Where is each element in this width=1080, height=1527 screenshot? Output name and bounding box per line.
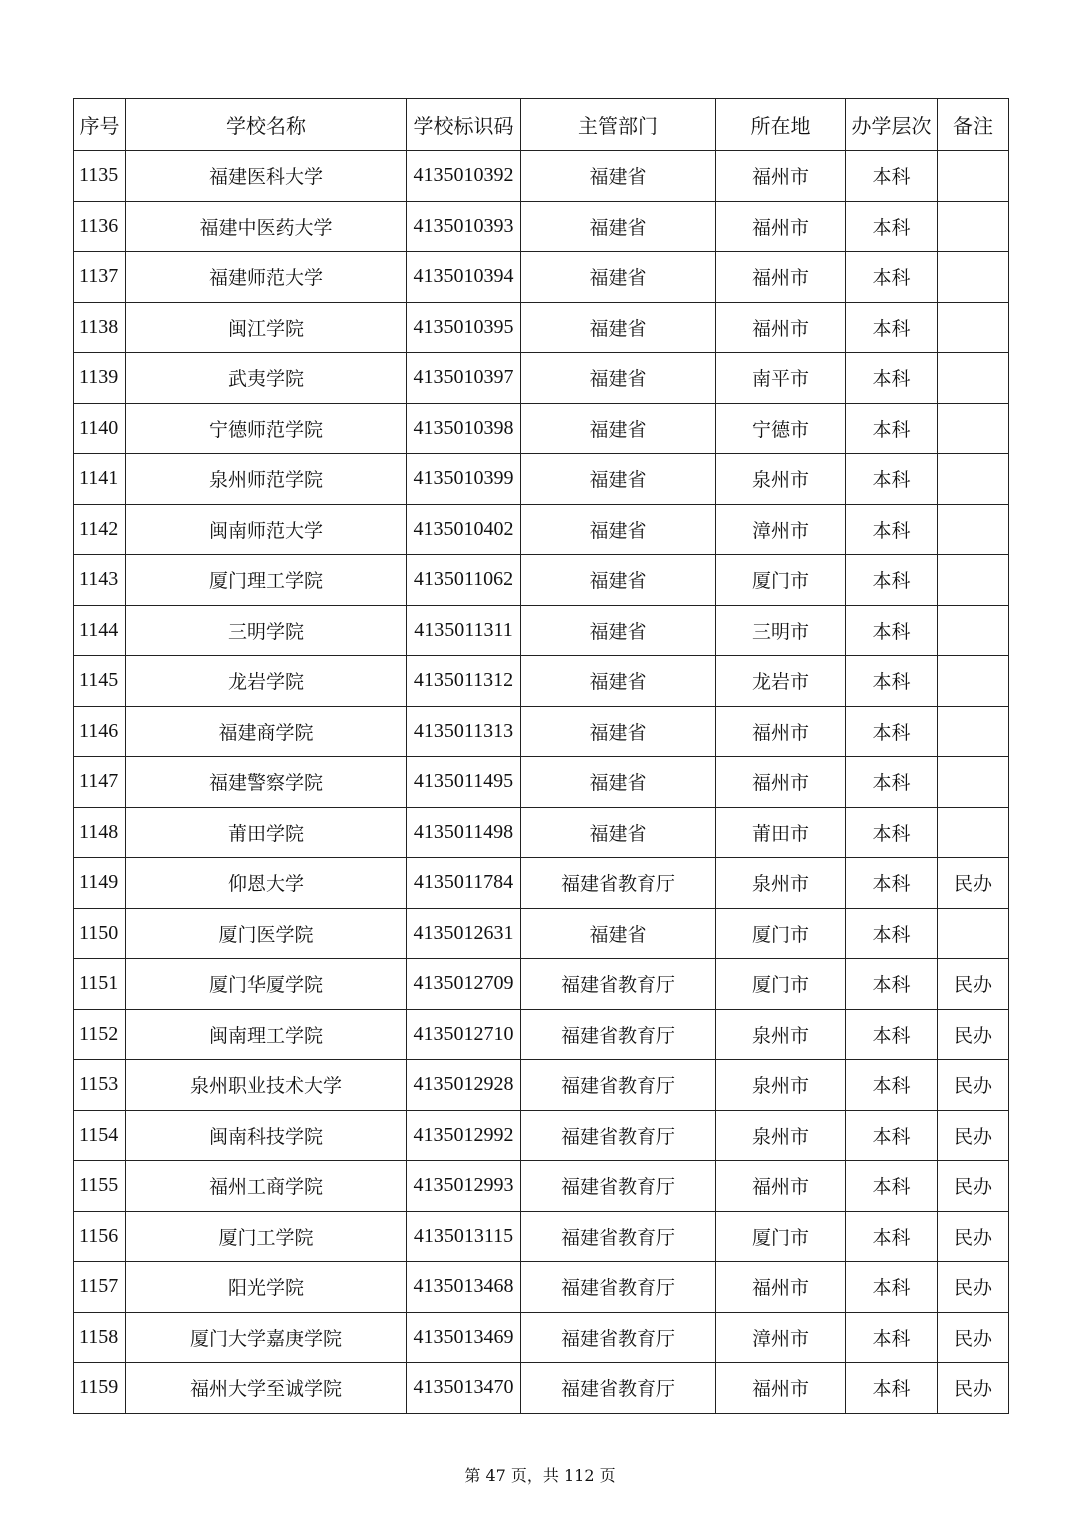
cell-seq: 1150 (74, 908, 126, 959)
header-location: 所在地 (716, 99, 846, 151)
cell-school-code: 4135012993 (407, 1161, 521, 1212)
cell-level: 本科 (846, 959, 938, 1010)
cell-location: 福州市 (716, 1161, 846, 1212)
table-row (74, 252, 1009, 303)
cell-school-code: 4135011495 (407, 757, 521, 808)
cell-school-code: 4135011498 (407, 807, 521, 858)
table-row (74, 858, 1009, 909)
cell-school-code: 4135010394 (407, 252, 521, 303)
cell-seq: 1148 (74, 807, 126, 858)
cell-seq: 1155 (74, 1161, 126, 1212)
cell-seq: 1159 (74, 1363, 126, 1414)
school-list-table (73, 98, 1009, 1414)
table-row (74, 504, 1009, 555)
cell-level: 本科 (846, 151, 938, 202)
cell-location: 福州市 (716, 252, 846, 303)
cell-school-code: 4135013470 (407, 1363, 521, 1414)
cell-location: 泉州市 (716, 1110, 846, 1161)
cell-school-name: 厦门大学嘉庚学院 (126, 1312, 407, 1363)
table-row (74, 1161, 1009, 1212)
cell-school-code: 4135013469 (407, 1312, 521, 1363)
cell-level: 本科 (846, 656, 938, 707)
cell-level: 本科 (846, 1009, 938, 1060)
cell-department: 福建省 (521, 302, 716, 353)
cell-level: 本科 (846, 201, 938, 252)
cell-school-code: 4135010392 (407, 151, 521, 202)
cell-school-name: 仰恩大学 (126, 858, 407, 909)
cell-location: 福州市 (716, 201, 846, 252)
cell-remark (938, 151, 1009, 202)
cell-location: 福州市 (716, 1262, 846, 1313)
cell-school-code: 4135012710 (407, 1009, 521, 1060)
cell-seq: 1147 (74, 757, 126, 808)
cell-remark (938, 706, 1009, 757)
cell-remark (938, 656, 1009, 707)
cell-level: 本科 (846, 1060, 938, 1111)
cell-remark: 民办 (938, 1060, 1009, 1111)
cell-department: 福建省 (521, 706, 716, 757)
cell-school-code: 4135013115 (407, 1211, 521, 1262)
cell-school-name: 闽江学院 (126, 302, 407, 353)
cell-school-name: 福建商学院 (126, 706, 407, 757)
cell-level: 本科 (846, 454, 938, 505)
cell-seq: 1156 (74, 1211, 126, 1262)
cell-department: 福建省 (521, 605, 716, 656)
cell-school-code: 4135010395 (407, 302, 521, 353)
cell-school-name: 泉州职业技术大学 (126, 1060, 407, 1111)
table-row (74, 605, 1009, 656)
cell-location: 漳州市 (716, 504, 846, 555)
table-row (74, 1009, 1009, 1060)
cell-school-code: 4135011313 (407, 706, 521, 757)
cell-level: 本科 (846, 302, 938, 353)
cell-seq: 1151 (74, 959, 126, 1010)
cell-seq: 1137 (74, 252, 126, 303)
cell-department: 福建省 (521, 454, 716, 505)
cell-location: 龙岩市 (716, 656, 846, 707)
cell-school-code: 4135012992 (407, 1110, 521, 1161)
cell-seq: 1154 (74, 1110, 126, 1161)
cell-location: 三明市 (716, 605, 846, 656)
cell-department: 福建省 (521, 353, 716, 404)
table-row (74, 1060, 1009, 1111)
cell-location: 漳州市 (716, 1312, 846, 1363)
cell-remark (938, 403, 1009, 454)
table-row (74, 1262, 1009, 1313)
cell-school-name: 福州大学至诚学院 (126, 1363, 407, 1414)
cell-level: 本科 (846, 1110, 938, 1161)
cell-school-name: 闽南师范大学 (126, 504, 407, 555)
cell-location: 福州市 (716, 1363, 846, 1414)
cell-department: 福建省教育厅 (521, 1161, 716, 1212)
cell-school-name: 武夷学院 (126, 353, 407, 404)
cell-location: 厦门市 (716, 555, 846, 606)
cell-level: 本科 (846, 353, 938, 404)
cell-location: 福州市 (716, 302, 846, 353)
table-row (74, 1312, 1009, 1363)
cell-seq: 1146 (74, 706, 126, 757)
cell-school-name: 福建中医药大学 (126, 201, 407, 252)
table-row (74, 555, 1009, 606)
cell-location: 泉州市 (716, 454, 846, 505)
table-row (74, 908, 1009, 959)
table-row (74, 959, 1009, 1010)
cell-department: 福建省 (521, 403, 716, 454)
cell-school-name: 闽南科技学院 (126, 1110, 407, 1161)
cell-seq: 1143 (74, 555, 126, 606)
cell-school-code: 4135012631 (407, 908, 521, 959)
cell-department: 福建省教育厅 (521, 1110, 716, 1161)
cell-location: 福州市 (716, 757, 846, 808)
cell-level: 本科 (846, 252, 938, 303)
cell-department: 福建省 (521, 555, 716, 606)
cell-seq: 1144 (74, 605, 126, 656)
cell-remark: 民办 (938, 1262, 1009, 1313)
header-department: 主管部门 (521, 99, 716, 151)
cell-level: 本科 (846, 1211, 938, 1262)
cell-department: 福建省 (521, 151, 716, 202)
cell-remark (938, 353, 1009, 404)
header-level: 办学层次 (846, 99, 938, 151)
cell-remark: 民办 (938, 959, 1009, 1010)
table-header-row (74, 99, 1009, 151)
cell-seq: 1141 (74, 454, 126, 505)
cell-location: 厦门市 (716, 959, 846, 1010)
table-row (74, 706, 1009, 757)
cell-seq: 1140 (74, 403, 126, 454)
cell-school-code: 4135010399 (407, 454, 521, 505)
cell-department: 福建省 (521, 807, 716, 858)
cell-remark: 民办 (938, 1363, 1009, 1414)
cell-remark: 民办 (938, 1110, 1009, 1161)
cell-level: 本科 (846, 1262, 938, 1313)
cell-location: 泉州市 (716, 1060, 846, 1111)
cell-department: 福建省教育厅 (521, 1211, 716, 1262)
cell-location: 南平市 (716, 353, 846, 404)
header-school-name: 学校名称 (126, 99, 407, 151)
cell-school-name: 厦门华厦学院 (126, 959, 407, 1010)
cell-department: 福建省教育厅 (521, 1312, 716, 1363)
cell-seq: 1157 (74, 1262, 126, 1313)
cell-remark (938, 201, 1009, 252)
cell-seq: 1152 (74, 1009, 126, 1060)
cell-school-name: 泉州师范学院 (126, 454, 407, 505)
cell-seq: 1135 (74, 151, 126, 202)
cell-remark (938, 252, 1009, 303)
cell-department: 福建省 (521, 757, 716, 808)
table-row (74, 403, 1009, 454)
cell-remark: 民办 (938, 1211, 1009, 1262)
table-row (74, 1363, 1009, 1414)
cell-seq: 1158 (74, 1312, 126, 1363)
cell-school-name: 莆田学院 (126, 807, 407, 858)
cell-department: 福建省教育厅 (521, 858, 716, 909)
cell-seq: 1149 (74, 858, 126, 909)
cell-school-name: 三明学院 (126, 605, 407, 656)
cell-school-name: 宁德师范学院 (126, 403, 407, 454)
cell-department: 福建省教育厅 (521, 1363, 716, 1414)
cell-location: 厦门市 (716, 1211, 846, 1262)
cell-location: 泉州市 (716, 1009, 846, 1060)
cell-remark: 民办 (938, 858, 1009, 909)
cell-level: 本科 (846, 504, 938, 555)
page-number: 第 47 页，共 112 页 (464, 1466, 616, 1485)
cell-department: 福建省教育厅 (521, 1009, 716, 1060)
cell-department: 福建省 (521, 656, 716, 707)
cell-level: 本科 (846, 1161, 938, 1212)
cell-seq: 1145 (74, 656, 126, 707)
cell-school-name: 福建医科大学 (126, 151, 407, 202)
cell-school-code: 4135011784 (407, 858, 521, 909)
cell-level: 本科 (846, 908, 938, 959)
cell-department: 福建省 (521, 504, 716, 555)
cell-seq: 1138 (74, 302, 126, 353)
table-row (74, 757, 1009, 808)
cell-location: 福州市 (716, 706, 846, 757)
cell-department: 福建省 (521, 252, 716, 303)
header-remark: 备注 (938, 99, 1009, 151)
cell-level: 本科 (846, 1363, 938, 1414)
cell-remark (938, 605, 1009, 656)
cell-school-code: 4135010393 (407, 201, 521, 252)
header-seq: 序号 (74, 99, 126, 151)
table-row (74, 807, 1009, 858)
cell-remark (938, 908, 1009, 959)
cell-seq: 1142 (74, 504, 126, 555)
cell-remark (938, 757, 1009, 808)
cell-seq: 1153 (74, 1060, 126, 1111)
cell-school-name: 福州工商学院 (126, 1161, 407, 1212)
cell-school-code: 4135012709 (407, 959, 521, 1010)
cell-location: 福州市 (716, 151, 846, 202)
cell-school-code: 4135010397 (407, 353, 521, 404)
table-row (74, 302, 1009, 353)
cell-remark: 民办 (938, 1009, 1009, 1060)
table-row (74, 454, 1009, 505)
cell-remark (938, 454, 1009, 505)
cell-seq: 1139 (74, 353, 126, 404)
cell-remark (938, 504, 1009, 555)
table-row (74, 353, 1009, 404)
cell-department: 福建省教育厅 (521, 1060, 716, 1111)
cell-department: 福建省教育厅 (521, 1262, 716, 1313)
cell-school-code: 4135013468 (407, 1262, 521, 1313)
cell-department: 福建省教育厅 (521, 959, 716, 1010)
cell-remark (938, 302, 1009, 353)
cell-remark: 民办 (938, 1161, 1009, 1212)
cell-school-name: 厦门理工学院 (126, 555, 407, 606)
cell-school-name: 阳光学院 (126, 1262, 407, 1313)
cell-department: 福建省 (521, 201, 716, 252)
cell-school-name: 厦门工学院 (126, 1211, 407, 1262)
cell-level: 本科 (846, 403, 938, 454)
cell-school-name: 福建师范大学 (126, 252, 407, 303)
cell-level: 本科 (846, 858, 938, 909)
cell-school-name: 龙岩学院 (126, 656, 407, 707)
header-school-code: 学校标识码 (407, 99, 521, 151)
cell-seq: 1136 (74, 201, 126, 252)
cell-level: 本科 (846, 1312, 938, 1363)
cell-school-code: 4135011311 (407, 605, 521, 656)
cell-remark: 民办 (938, 1312, 1009, 1363)
table-row (74, 151, 1009, 202)
table-row (74, 1110, 1009, 1161)
cell-school-code: 4135010398 (407, 403, 521, 454)
cell-school-code: 4135012928 (407, 1060, 521, 1111)
cell-level: 本科 (846, 605, 938, 656)
cell-school-name: 福建警察学院 (126, 757, 407, 808)
cell-school-name: 厦门医学院 (126, 908, 407, 959)
table-body (74, 151, 1009, 1414)
cell-remark (938, 555, 1009, 606)
table-row (74, 656, 1009, 707)
cell-location: 莆田市 (716, 807, 846, 858)
table-row (74, 201, 1009, 252)
cell-location: 泉州市 (716, 858, 846, 909)
cell-school-code: 4135010402 (407, 504, 521, 555)
cell-school-code: 4135011062 (407, 555, 521, 606)
cell-department: 福建省 (521, 908, 716, 959)
cell-level: 本科 (846, 706, 938, 757)
cell-school-name: 闽南理工学院 (126, 1009, 407, 1060)
cell-school-code: 4135011312 (407, 656, 521, 707)
cell-level: 本科 (846, 807, 938, 858)
cell-level: 本科 (846, 555, 938, 606)
cell-remark (938, 807, 1009, 858)
cell-location: 厦门市 (716, 908, 846, 959)
cell-location: 宁德市 (716, 403, 846, 454)
cell-level: 本科 (846, 757, 938, 808)
table-row (74, 1211, 1009, 1262)
